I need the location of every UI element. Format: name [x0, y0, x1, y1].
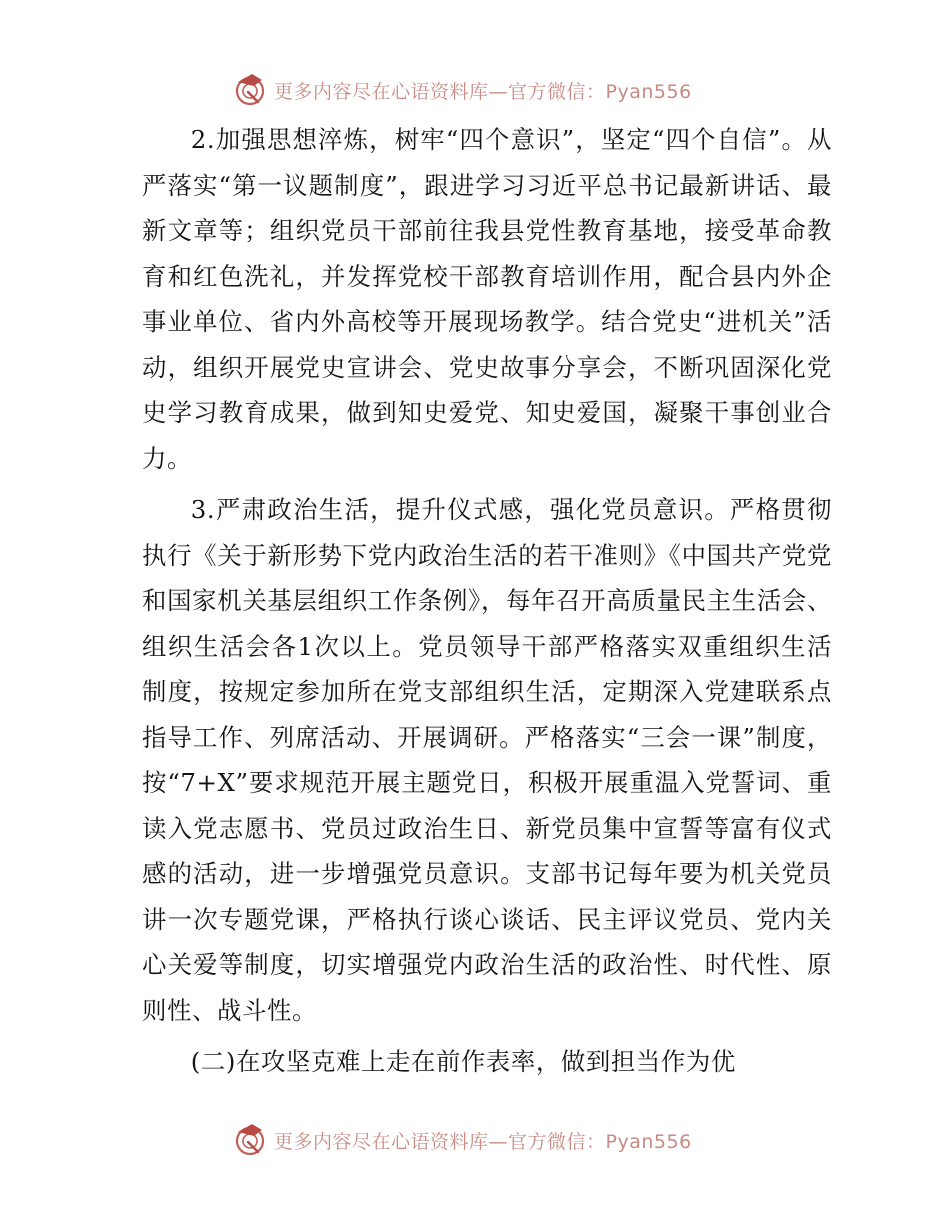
logo-icon: [232, 72, 268, 108]
watermark-text: 更多内容尽在心语资料库—官方微信：Pyan556: [274, 80, 692, 103]
paragraph-ideology: 2.加强思想淬炼，树牢“四个意识”，坚定“四个自信”。从严落实“第一议题制度”，跟进学习习近平总书记最新讲话、最新文章等；组织党员干部前往我县党性教育基地，接受革命教育和红色洗礼，并发挥党校干部教育培训作用，配合县内外企事业单位、省内外高校等开展现场教学。结合党史“进机关”活动，组织开展党史宣讲会、党史故事分享会，不断巩固深化党史学习教育成果，做到知史爱党、知史爱国，凝聚干事创业合力。: [142, 125, 832, 473]
paragraph-political-life: 3.严肃政治生活，提升仪式感，强化党员意识。严格贯彻执行《关于新形势下党内政治生活的若干准则》《中国共产党党和国家机关基层组织工作条例》，每年召开高质量民主生活会、组织生活会各1次以上。党员领导干部严格落实双重组织生活制度，按规定参加所在党支部组织生活，定期深入党建联系点指导工作、列席活动、开展调研。严格落实“三会一课”制度，按“7+X”要求规范开展主题党日，积极开展重温入党誓词、重读入党志愿书、党员过政治生日、新党员集中宣誓等富有仪式感的活动，进一步增强党员意识。支部书记每年要为机关党员讲一次专题党课，严格执行谈心谈话、民主评议党员、党内关心关爱等制度，切实增强党内政治生活的政治性、时代性、原则性、战斗性。: [142, 495, 832, 1025]
watermark-header: [232, 70, 692, 110]
watermark-footer: [232, 1120, 692, 1160]
document-body: [142, 117, 832, 1091]
watermark-text: 更多内容尽在心语资料库—官方微信：Pyan556: [274, 1130, 692, 1153]
section-heading: (二)在攻坚克难上走在前作表率，做到担当作为优: [190, 1047, 736, 1076]
logo-icon: [232, 1122, 268, 1158]
